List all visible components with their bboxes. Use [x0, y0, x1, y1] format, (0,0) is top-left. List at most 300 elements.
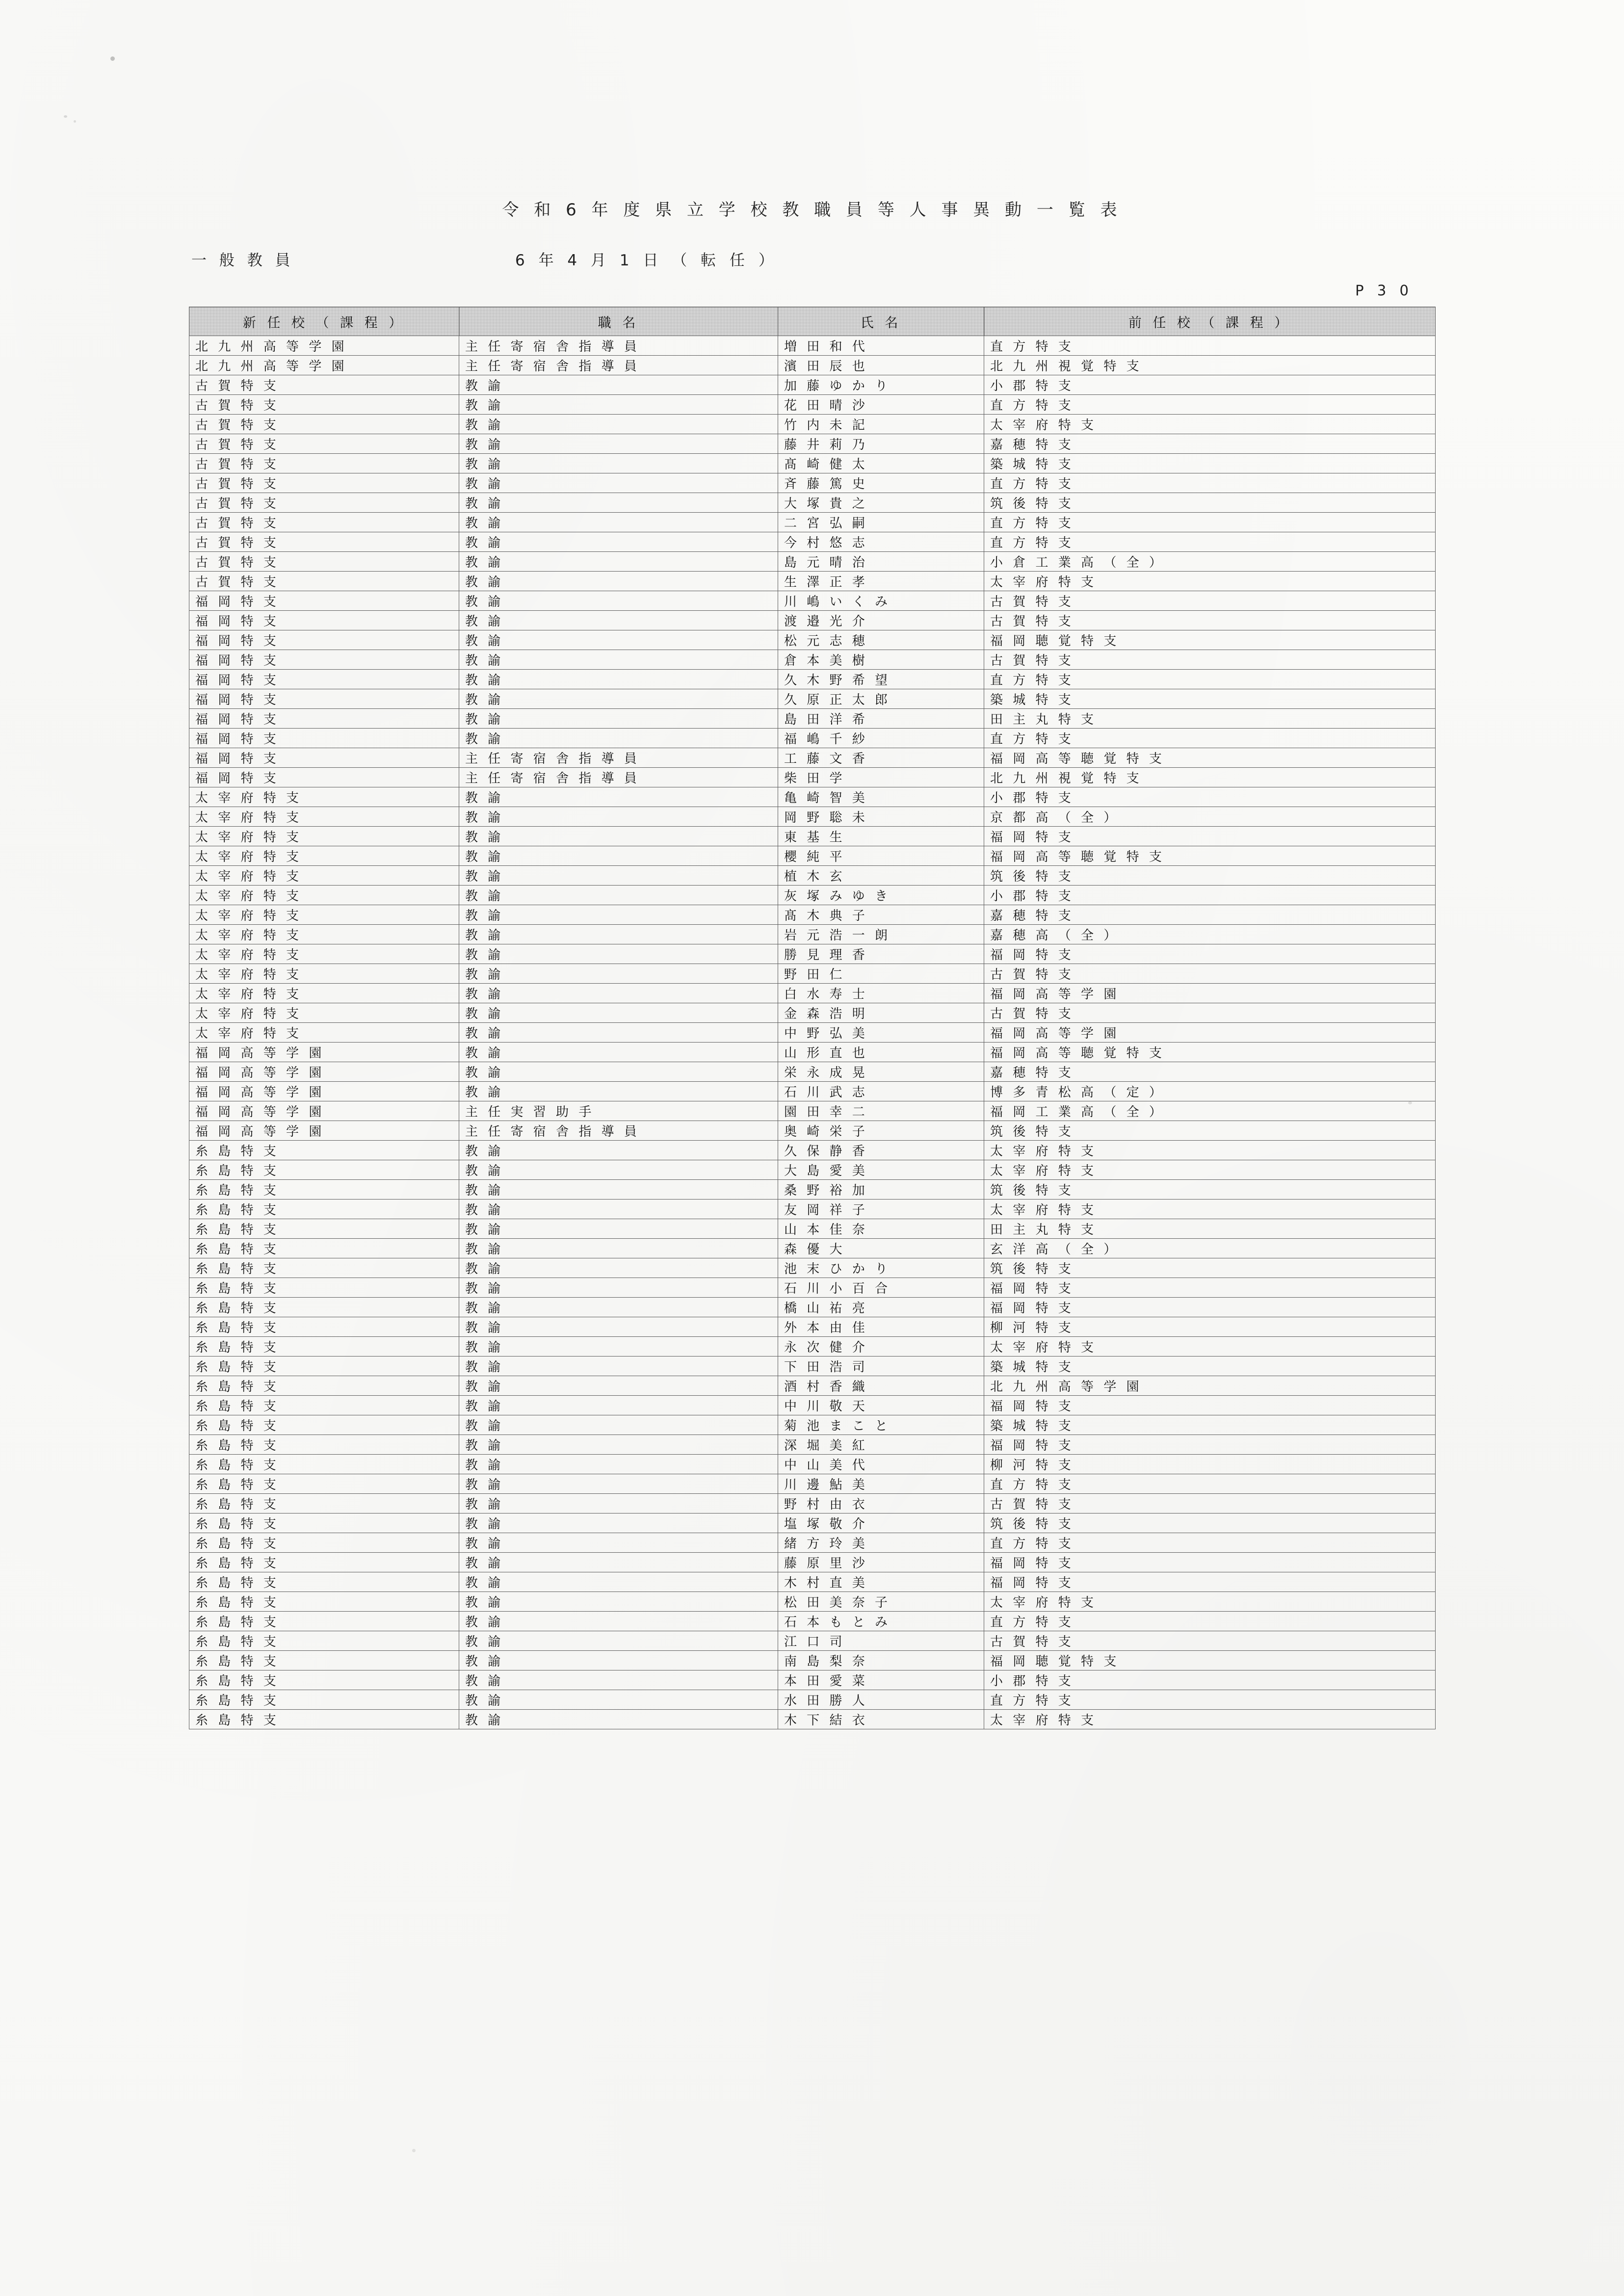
cell-job-title: 教 諭 — [459, 1258, 778, 1278]
cell-name: 島 元 晴 治 — [778, 552, 984, 572]
cell-job-title: 教 諭 — [459, 1670, 778, 1690]
cell-prev-school: 築 城 特 支 — [984, 1415, 1436, 1435]
cell-job-title: 教 諭 — [459, 1317, 778, 1337]
table-row — [189, 356, 1436, 375]
cell-job-title: 教 諭 — [459, 1651, 778, 1670]
cell-job-title: 教 諭 — [459, 1357, 778, 1376]
cell-job-title: 教 諭 — [459, 905, 778, 925]
cell-prev-school: 太 宰 府 特 支 — [984, 415, 1436, 434]
table-row — [189, 1298, 1436, 1317]
cell-name: 橋 山 祐 亮 — [778, 1298, 984, 1317]
cell-prev-school: 太 宰 府 特 支 — [984, 1337, 1436, 1357]
cell-job-title: 教 諭 — [459, 1160, 778, 1180]
cell-job-title: 教 諭 — [459, 454, 778, 473]
table-row — [189, 415, 1436, 434]
cell-prev-school: 福 岡 高 等 聴 覚 特 支 — [984, 846, 1436, 866]
cell-job-title: 教 諭 — [459, 670, 778, 689]
cell-name: 生 澤 正 孝 — [778, 572, 984, 591]
cell-new-school: 糸 島 特 支 — [189, 1455, 459, 1474]
cell-name: 南 島 梨 奈 — [778, 1651, 984, 1670]
cell-prev-school: 筑 後 特 支 — [984, 1513, 1436, 1533]
cell-prev-school: 福 岡 高 等 聴 覚 特 支 — [984, 1043, 1436, 1062]
cell-new-school: 太 宰 府 特 支 — [189, 944, 459, 964]
cell-new-school: 福 岡 特 支 — [189, 630, 459, 650]
cell-new-school: 福 岡 特 支 — [189, 768, 459, 787]
transfer-table — [189, 307, 1436, 1729]
cell-prev-school: 古 賀 特 支 — [984, 611, 1436, 630]
table-row — [189, 1278, 1436, 1298]
cell-new-school: 古 賀 特 支 — [189, 395, 459, 415]
cell-new-school: 糸 島 特 支 — [189, 1317, 459, 1337]
cell-new-school: 糸 島 特 支 — [189, 1337, 459, 1357]
cell-new-school: 太 宰 府 特 支 — [189, 925, 459, 944]
table-row — [189, 787, 1436, 807]
cell-name: 大 塚 貴 之 — [778, 493, 984, 513]
cell-job-title: 教 諭 — [459, 1455, 778, 1474]
cell-new-school: 糸 島 特 支 — [189, 1376, 459, 1396]
cell-job-title: 教 諭 — [459, 689, 778, 709]
table-row — [189, 1082, 1436, 1101]
cell-name: 本 田 愛 菜 — [778, 1670, 984, 1690]
cell-job-title: 主 任 寄 宿 舎 指 導 員 — [459, 1121, 778, 1141]
cell-prev-school: 筑 後 特 支 — [984, 1121, 1436, 1141]
cell-job-title: 教 諭 — [459, 1376, 778, 1396]
cell-name: 櫻 純 平 — [778, 846, 984, 866]
cell-prev-school: 直 方 特 支 — [984, 1612, 1436, 1631]
cell-job-title: 教 諭 — [459, 1023, 778, 1043]
cell-job-title: 教 諭 — [459, 1474, 778, 1494]
table-row — [189, 1710, 1436, 1729]
table-row — [189, 611, 1436, 630]
cell-prev-school: 福 岡 特 支 — [984, 1435, 1436, 1455]
cell-name: 藤 原 里 沙 — [778, 1553, 984, 1572]
cell-job-title: 教 諭 — [459, 611, 778, 630]
cell-job-title: 教 諭 — [459, 1043, 778, 1062]
cell-name: 福 嶋 千 紗 — [778, 729, 984, 748]
cell-prev-school: 京 都 高 （ 全 ） — [984, 807, 1436, 827]
cell-job-title: 教 諭 — [459, 473, 778, 493]
cell-prev-school: 直 方 特 支 — [984, 670, 1436, 689]
cell-prev-school: 玄 洋 高 （ 全 ） — [984, 1239, 1436, 1258]
table-row — [189, 1592, 1436, 1612]
table-row — [189, 375, 1436, 395]
cell-name: 石 川 武 志 — [778, 1082, 984, 1101]
cell-name: 髙 崎 健 太 — [778, 454, 984, 473]
cell-job-title: 教 諭 — [459, 984, 778, 1003]
cell-new-school: 太 宰 府 特 支 — [189, 807, 459, 827]
table-row — [189, 1023, 1436, 1043]
cell-name: 友 岡 祥 子 — [778, 1200, 984, 1219]
cell-new-school: 古 賀 特 支 — [189, 375, 459, 395]
cell-name: 今 村 悠 志 — [778, 532, 984, 552]
cell-job-title: 教 諭 — [459, 925, 778, 944]
cell-prev-school: 筑 後 特 支 — [984, 866, 1436, 886]
cell-job-title: 教 諭 — [459, 1592, 778, 1612]
table-row — [189, 395, 1436, 415]
table-row — [189, 964, 1436, 984]
table-body — [189, 336, 1436, 1729]
cell-new-school: 福 岡 高 等 学 園 — [189, 1062, 459, 1082]
cell-prev-school: 古 賀 特 支 — [984, 1494, 1436, 1513]
cell-prev-school: 福 岡 特 支 — [984, 1278, 1436, 1298]
table-row — [189, 1062, 1436, 1082]
cell-name: 山 本 佳 奈 — [778, 1219, 984, 1239]
column-header-new-school: 新 任 校 （ 課 程 ） — [189, 307, 459, 336]
cell-job-title: 教 諭 — [459, 944, 778, 964]
cell-new-school: 古 賀 特 支 — [189, 532, 459, 552]
table-row — [189, 984, 1436, 1003]
cell-prev-school: 小 郡 特 支 — [984, 375, 1436, 395]
cell-job-title: 主 任 実 習 助 手 — [459, 1101, 778, 1121]
cell-prev-school: 福 岡 高 等 学 園 — [984, 984, 1436, 1003]
cell-new-school: 糸 島 特 支 — [189, 1710, 459, 1729]
cell-job-title: 教 諭 — [459, 1337, 778, 1357]
cell-name: 奥 崎 栄 子 — [778, 1121, 984, 1141]
page-number: P 3 0 — [1355, 282, 1413, 299]
cell-prev-school: 直 方 特 支 — [984, 336, 1436, 356]
cell-job-title: 主 任 寄 宿 舎 指 導 員 — [459, 336, 778, 356]
cell-prev-school: 直 方 特 支 — [984, 1533, 1436, 1553]
cell-prev-school: 小 倉 工 業 高 （ 全 ） — [984, 552, 1436, 572]
table-row — [189, 1415, 1436, 1435]
cell-name: 水 田 勝 人 — [778, 1690, 984, 1710]
cell-job-title: 教 諭 — [459, 1435, 778, 1455]
page-title: 令 和 6 年 度 県 立 学 校 教 職 員 等 人 事 異 動 一 覧 表 — [502, 200, 1122, 220]
cell-new-school: 福 岡 特 支 — [189, 591, 459, 611]
cell-new-school: 糸 島 特 支 — [189, 1513, 459, 1533]
cell-job-title: 主 任 寄 宿 舎 指 導 員 — [459, 768, 778, 787]
cell-name: 白 水 寿 士 — [778, 984, 984, 1003]
cell-job-title: 教 諭 — [459, 572, 778, 591]
table-row — [189, 1337, 1436, 1357]
cell-name: 木 村 直 美 — [778, 1572, 984, 1592]
cell-job-title: 教 諭 — [459, 866, 778, 886]
cell-new-school: 太 宰 府 特 支 — [189, 984, 459, 1003]
cell-prev-school: 田 主 丸 特 支 — [984, 1219, 1436, 1239]
table-row — [189, 827, 1436, 846]
cell-prev-school: 福 岡 高 等 学 園 — [984, 1023, 1436, 1043]
table-row — [189, 1533, 1436, 1553]
table-row — [189, 1200, 1436, 1219]
table-row — [189, 925, 1436, 944]
cell-new-school: 糸 島 特 支 — [189, 1219, 459, 1239]
cell-job-title: 教 諭 — [459, 1415, 778, 1435]
cell-name: 斉 藤 篤 史 — [778, 473, 984, 493]
cell-prev-school: 筑 後 特 支 — [984, 493, 1436, 513]
cell-name: 髙 木 典 子 — [778, 905, 984, 925]
cell-name: 植 木 玄 — [778, 866, 984, 886]
date-note: 6 年 4 月 1 日 （ 転 任 ） — [515, 252, 778, 269]
table-row — [189, 513, 1436, 532]
cell-job-title: 教 諭 — [459, 1710, 778, 1729]
table-row — [189, 1160, 1436, 1180]
cell-prev-school: 直 方 特 支 — [984, 513, 1436, 532]
table-row — [189, 1043, 1436, 1062]
table-row — [189, 650, 1436, 670]
cell-prev-school: 築 城 特 支 — [984, 1357, 1436, 1376]
table-row — [189, 1239, 1436, 1258]
cell-job-title: 教 諭 — [459, 1278, 778, 1298]
cell-prev-school: 直 方 特 支 — [984, 729, 1436, 748]
cell-new-school: 古 賀 特 支 — [189, 513, 459, 532]
cell-name: 下 田 浩 司 — [778, 1357, 984, 1376]
cell-name: 灰 塚 み ゆ き — [778, 886, 984, 905]
table-row — [189, 434, 1436, 454]
cell-job-title: 教 諭 — [459, 1553, 778, 1572]
cell-name: 木 下 結 衣 — [778, 1710, 984, 1729]
cell-job-title: 教 諭 — [459, 395, 778, 415]
cell-prev-school: 柳 河 特 支 — [984, 1455, 1436, 1474]
cell-name: 勝 見 理 香 — [778, 944, 984, 964]
table-row — [189, 532, 1436, 552]
table-row — [189, 1396, 1436, 1415]
table-row — [189, 846, 1436, 866]
cell-new-school: 福 岡 高 等 学 園 — [189, 1043, 459, 1062]
cell-job-title: 主 任 寄 宿 舎 指 導 員 — [459, 356, 778, 375]
cell-prev-school: 小 郡 特 支 — [984, 886, 1436, 905]
cell-new-school: 福 岡 特 支 — [189, 709, 459, 729]
cell-name: 中 川 敬 天 — [778, 1396, 984, 1415]
table-row — [189, 552, 1436, 572]
cell-job-title: 教 諭 — [459, 513, 778, 532]
table-row — [189, 1121, 1436, 1141]
cell-prev-school: 福 岡 特 支 — [984, 1396, 1436, 1415]
cell-new-school: 太 宰 府 特 支 — [189, 905, 459, 925]
table-row — [189, 572, 1436, 591]
cell-name: 久 木 野 希 望 — [778, 670, 984, 689]
table-row — [189, 1670, 1436, 1690]
cell-new-school: 糸 島 特 支 — [189, 1474, 459, 1494]
cell-name: 外 本 由 佳 — [778, 1317, 984, 1337]
cell-prev-school: 福 岡 特 支 — [984, 1572, 1436, 1592]
cell-prev-school: 嘉 穂 特 支 — [984, 905, 1436, 925]
cell-job-title: 教 諭 — [459, 1533, 778, 1553]
cell-prev-school: 田 主 丸 特 支 — [984, 709, 1436, 729]
table-row — [189, 1003, 1436, 1023]
cell-name: 濱 田 辰 也 — [778, 356, 984, 375]
cell-prev-school: 直 方 特 支 — [984, 532, 1436, 552]
table-row — [189, 454, 1436, 473]
cell-new-school: 福 岡 特 支 — [189, 689, 459, 709]
cell-prev-school: 嘉 穂 高 （ 全 ） — [984, 925, 1436, 944]
table-row — [189, 709, 1436, 729]
cell-prev-school: 博 多 青 松 高 （ 定 ） — [984, 1082, 1436, 1101]
cell-prev-school: 古 賀 特 支 — [984, 1631, 1436, 1651]
cell-job-title: 教 諭 — [459, 415, 778, 434]
cell-name: 園 田 幸 二 — [778, 1101, 984, 1121]
table-row — [189, 1101, 1436, 1121]
cell-prev-school: 北 九 州 高 等 学 園 — [984, 1376, 1436, 1396]
cell-new-school: 福 岡 高 等 学 園 — [189, 1082, 459, 1101]
cell-new-school: 糸 島 特 支 — [189, 1612, 459, 1631]
table-row — [189, 1553, 1436, 1572]
cell-prev-school: 福 岡 工 業 高 （ 全 ） — [984, 1101, 1436, 1121]
cell-job-title: 教 諭 — [459, 1141, 778, 1160]
cell-prev-school: 嘉 穂 特 支 — [984, 1062, 1436, 1082]
table-row — [189, 473, 1436, 493]
cell-prev-school: 築 城 特 支 — [984, 689, 1436, 709]
cell-job-title: 教 諭 — [459, 375, 778, 395]
table-row — [189, 1612, 1436, 1631]
table-row — [189, 748, 1436, 768]
cell-new-school: 古 賀 特 支 — [189, 473, 459, 493]
cell-new-school: 糸 島 特 支 — [189, 1435, 459, 1455]
table-row — [189, 807, 1436, 827]
table-header-row — [189, 307, 1436, 336]
table-row — [189, 670, 1436, 689]
cell-name: 亀 崎 智 美 — [778, 787, 984, 807]
cell-name: 江 口 司 — [778, 1631, 984, 1651]
cell-name: 森 優 大 — [778, 1239, 984, 1258]
cell-new-school: 糸 島 特 支 — [189, 1690, 459, 1710]
cell-name: 緒 方 玲 美 — [778, 1533, 984, 1553]
cell-job-title: 教 諭 — [459, 787, 778, 807]
cell-new-school: 太 宰 府 特 支 — [189, 846, 459, 866]
cell-prev-school: 太 宰 府 特 支 — [984, 1141, 1436, 1160]
cell-name: 岡 野 聡 未 — [778, 807, 984, 827]
cell-name: 中 野 弘 美 — [778, 1023, 984, 1043]
cell-new-school: 古 賀 特 支 — [189, 493, 459, 513]
category-label: 一 般 教 員 — [191, 252, 294, 269]
cell-prev-school: 古 賀 特 支 — [984, 650, 1436, 670]
cell-new-school: 古 賀 特 支 — [189, 454, 459, 473]
cell-new-school: 糸 島 特 支 — [189, 1200, 459, 1219]
cell-prev-school: 築 城 特 支 — [984, 454, 1436, 473]
table-row — [189, 905, 1436, 925]
cell-name: 渡 邉 光 介 — [778, 611, 984, 630]
cell-job-title: 教 諭 — [459, 493, 778, 513]
cell-new-school: 糸 島 特 支 — [189, 1533, 459, 1553]
table-row — [189, 729, 1436, 748]
cell-new-school: 太 宰 府 特 支 — [189, 964, 459, 984]
cell-new-school: 古 賀 特 支 — [189, 434, 459, 454]
cell-job-title: 教 諭 — [459, 1003, 778, 1023]
cell-prev-school: 太 宰 府 特 支 — [984, 1160, 1436, 1180]
cell-new-school: 糸 島 特 支 — [189, 1415, 459, 1435]
cell-prev-school: 太 宰 府 特 支 — [984, 1200, 1436, 1219]
cell-name: 岩 元 浩 一 朗 — [778, 925, 984, 944]
cell-new-school: 太 宰 府 特 支 — [189, 787, 459, 807]
cell-prev-school: 直 方 特 支 — [984, 1474, 1436, 1494]
transfer-table-container — [189, 307, 1435, 1729]
cell-new-school: 福 岡 特 支 — [189, 611, 459, 630]
cell-name: 深 堀 美 紅 — [778, 1435, 984, 1455]
table-row — [189, 866, 1436, 886]
table-row — [189, 630, 1436, 650]
cell-job-title: 教 諭 — [459, 1239, 778, 1258]
cell-name: 中 山 美 代 — [778, 1455, 984, 1474]
table-row — [189, 1357, 1436, 1376]
cell-name: 川 嶋 い く み — [778, 591, 984, 611]
cell-job-title: 教 諭 — [459, 1612, 778, 1631]
column-header-prev-school: 前 任 校 （ 課 程 ） — [984, 307, 1436, 336]
table-row — [189, 591, 1436, 611]
table-row — [189, 1435, 1436, 1455]
table-row — [189, 1474, 1436, 1494]
cell-job-title: 教 諭 — [459, 1396, 778, 1415]
table-row — [189, 1180, 1436, 1200]
cell-job-title: 主 任 寄 宿 舎 指 導 員 — [459, 748, 778, 768]
cell-new-school: 糸 島 特 支 — [189, 1180, 459, 1200]
subheader — [191, 248, 1433, 272]
table-row — [189, 1513, 1436, 1533]
cell-prev-school: 福 岡 高 等 聴 覚 特 支 — [984, 748, 1436, 768]
cell-new-school: 太 宰 府 特 支 — [189, 866, 459, 886]
cell-name: 栄 永 成 晃 — [778, 1062, 984, 1082]
cell-prev-school: 古 賀 特 支 — [984, 964, 1436, 984]
cell-name: 加 藤 ゆ か り — [778, 375, 984, 395]
cell-prev-school: 太 宰 府 特 支 — [984, 572, 1436, 591]
cell-name: 二 宮 弘 嗣 — [778, 513, 984, 532]
cell-new-school: 福 岡 特 支 — [189, 670, 459, 689]
cell-new-school: 古 賀 特 支 — [189, 552, 459, 572]
table-row — [189, 1258, 1436, 1278]
cell-name: 竹 内 未 記 — [778, 415, 984, 434]
cell-prev-school: 直 方 特 支 — [984, 473, 1436, 493]
cell-prev-school: 北 九 州 視 覚 特 支 — [984, 356, 1436, 375]
cell-new-school: 古 賀 特 支 — [189, 572, 459, 591]
cell-prev-school: 福 岡 特 支 — [984, 1298, 1436, 1317]
cell-job-title: 教 諭 — [459, 434, 778, 454]
cell-prev-school: 太 宰 府 特 支 — [984, 1592, 1436, 1612]
cell-prev-school: 福 岡 特 支 — [984, 1553, 1436, 1572]
cell-name: 久 原 正 太 郎 — [778, 689, 984, 709]
cell-job-title: 教 諭 — [459, 630, 778, 650]
cell-job-title: 教 諭 — [459, 1513, 778, 1533]
cell-new-school: 糸 島 特 支 — [189, 1631, 459, 1651]
cell-prev-school: 直 方 特 支 — [984, 395, 1436, 415]
cell-name: 石 本 も と み — [778, 1612, 984, 1631]
cell-job-title: 教 諭 — [459, 709, 778, 729]
cell-name: 島 田 洋 希 — [778, 709, 984, 729]
cell-new-school: 糸 島 特 支 — [189, 1298, 459, 1317]
cell-new-school: 福 岡 高 等 学 園 — [189, 1121, 459, 1141]
cell-prev-school: 福 岡 聴 覚 特 支 — [984, 1651, 1436, 1670]
cell-new-school: 太 宰 府 特 支 — [189, 1003, 459, 1023]
cell-name: 川 邊 鮎 美 — [778, 1474, 984, 1494]
cell-job-title: 教 諭 — [459, 807, 778, 827]
table-row — [189, 1631, 1436, 1651]
cell-name: 倉 本 美 樹 — [778, 650, 984, 670]
cell-job-title: 教 諭 — [459, 1200, 778, 1219]
table-row — [189, 1494, 1436, 1513]
cell-prev-school: 柳 河 特 支 — [984, 1317, 1436, 1337]
cell-job-title: 教 諭 — [459, 1690, 778, 1710]
cell-name: 菊 池 ま こ と — [778, 1415, 984, 1435]
cell-job-title: 教 諭 — [459, 532, 778, 552]
cell-name: 松 元 志 穂 — [778, 630, 984, 650]
table-row — [189, 1690, 1436, 1710]
cell-name: 酒 村 香 織 — [778, 1376, 984, 1396]
table-row — [189, 1572, 1436, 1592]
table-row — [189, 886, 1436, 905]
cell-new-school: 糸 島 特 支 — [189, 1592, 459, 1612]
cell-prev-school: 嘉 穂 特 支 — [984, 434, 1436, 454]
cell-new-school: 糸 島 特 支 — [189, 1141, 459, 1160]
cell-job-title: 教 諭 — [459, 886, 778, 905]
cell-job-title: 教 諭 — [459, 1298, 778, 1317]
cell-prev-school: 福 岡 特 支 — [984, 827, 1436, 846]
cell-name: 大 島 愛 美 — [778, 1160, 984, 1180]
cell-name: 藤 井 莉 乃 — [778, 434, 984, 454]
table-row — [189, 1317, 1436, 1337]
cell-prev-school: 古 賀 特 支 — [984, 1003, 1436, 1023]
cell-new-school: 糸 島 特 支 — [189, 1572, 459, 1592]
cell-new-school: 糸 島 特 支 — [189, 1553, 459, 1572]
cell-new-school: 糸 島 特 支 — [189, 1278, 459, 1298]
cell-new-school: 糸 島 特 支 — [189, 1258, 459, 1278]
cell-name: 花 田 晴 沙 — [778, 395, 984, 415]
